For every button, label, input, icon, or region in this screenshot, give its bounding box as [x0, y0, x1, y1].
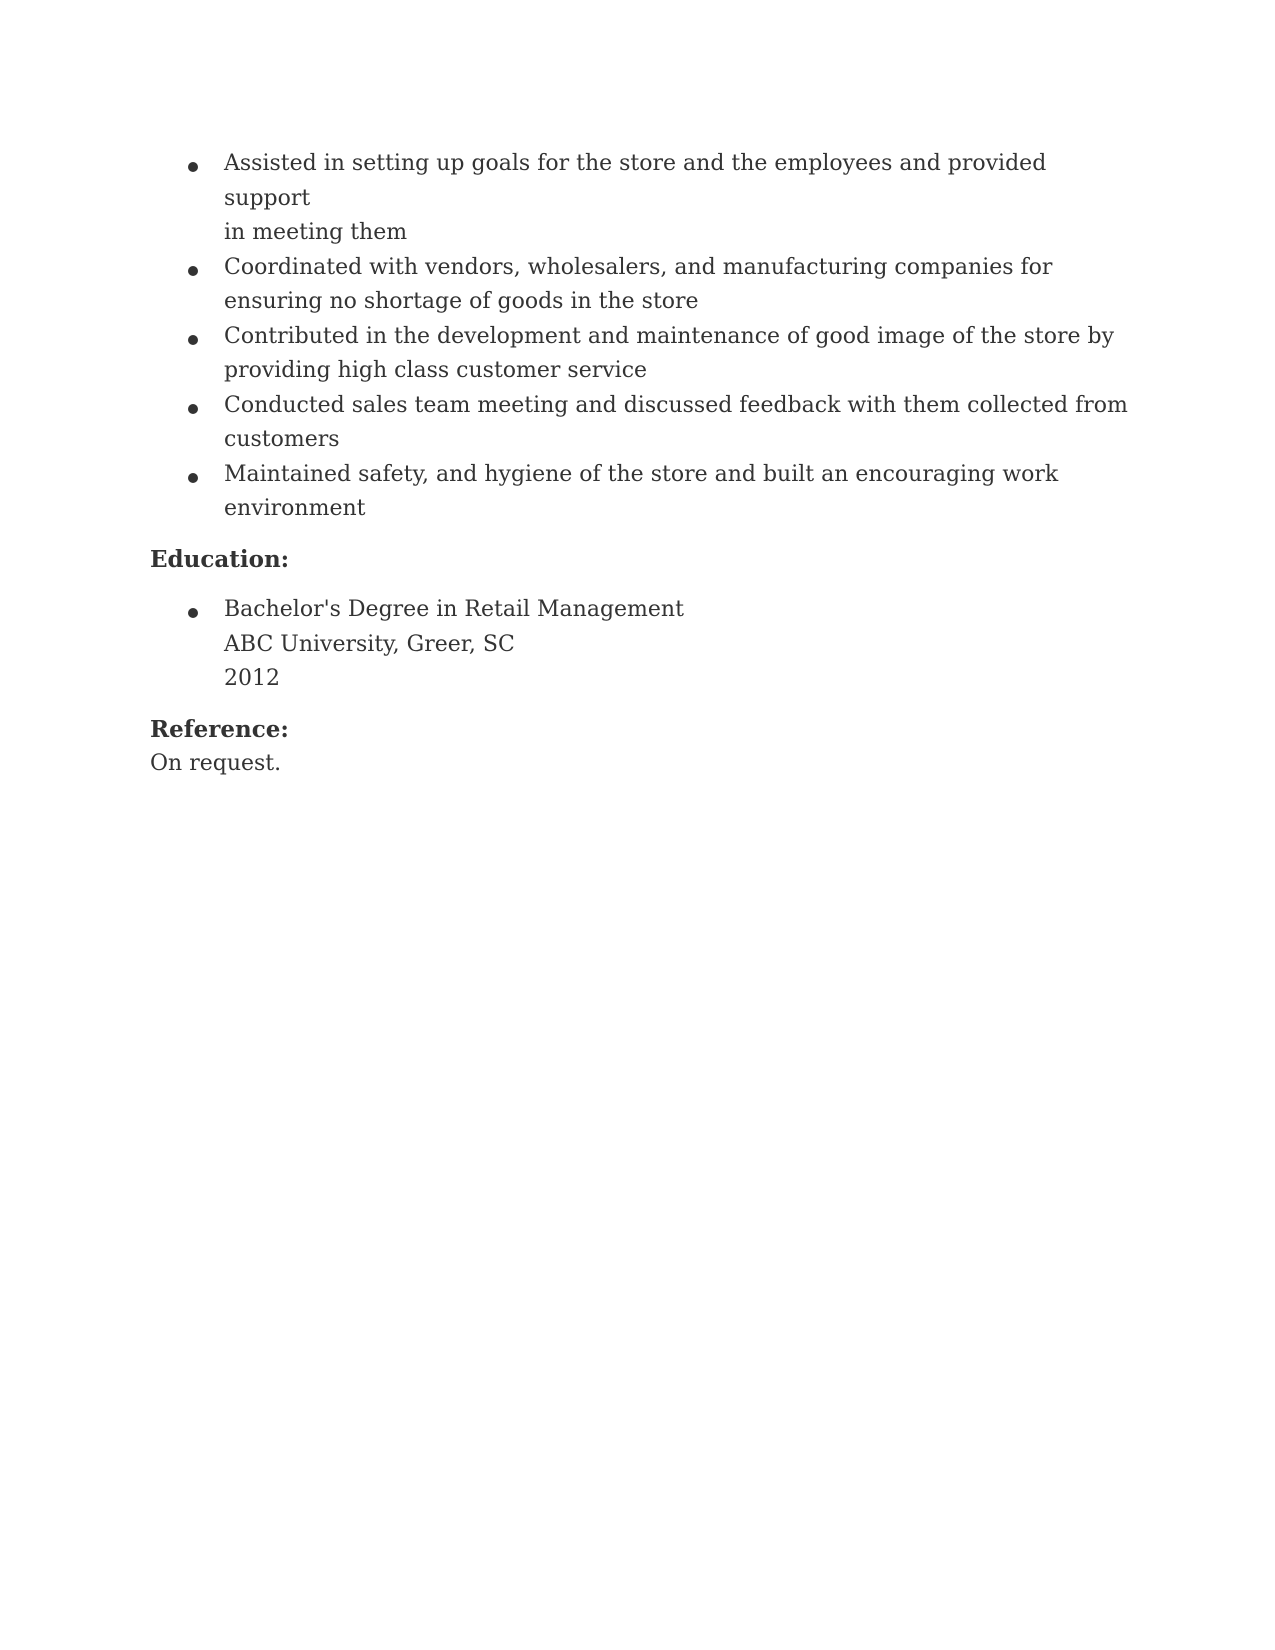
list-item	[150, 320, 1130, 389]
resume-page	[150, 147, 1130, 782]
bullet-text-line: providing high class customer service	[224, 358, 648, 383]
reference-text: On request.	[150, 751, 282, 776]
list-item	[150, 147, 1130, 251]
list-item	[150, 593, 1130, 697]
list-item	[150, 251, 1130, 320]
experience-bullet-list	[150, 147, 1130, 527]
list-item	[150, 389, 1130, 458]
bullet-text-line: Contributed in the development and maintenance of good image of the store by	[224, 323, 1115, 349]
bullet-icon	[188, 404, 198, 414]
education-heading: Education:	[150, 545, 290, 573]
bullet-text-line: Assisted in setting up goals for the store and the employees and provided support	[224, 151, 1047, 211]
bullet-text-line: Conducted sales team meeting and discussed feedback with them collected from	[224, 392, 1128, 418]
list-item	[150, 458, 1130, 527]
education-list	[150, 593, 1130, 697]
bullet-icon	[188, 335, 198, 345]
bullet-text-line: Maintained safety, and hygiene of the store and built an encouraging work	[224, 461, 1059, 487]
bullet-icon	[188, 608, 198, 618]
bullet-text-line: customers	[224, 427, 340, 452]
bullet-text-line: Coordinated with vendors, wholesalers, and manufacturing companies for	[224, 254, 1053, 280]
education-year: 2012	[224, 666, 280, 691]
reference-heading: Reference:	[150, 715, 289, 743]
bullet-icon	[188, 266, 198, 276]
bullet-icon	[188, 473, 198, 483]
education-institution: ABC University, Greer, SC	[224, 631, 515, 657]
bullet-text-line: in meeting them	[224, 220, 408, 245]
bullet-text-line: environment	[224, 496, 366, 521]
bullet-icon	[188, 162, 198, 172]
bullet-text-line: ensuring no shortage of goods in the store	[224, 289, 699, 314]
education-degree: Bachelor's Degree in Retail Management	[224, 597, 684, 622]
